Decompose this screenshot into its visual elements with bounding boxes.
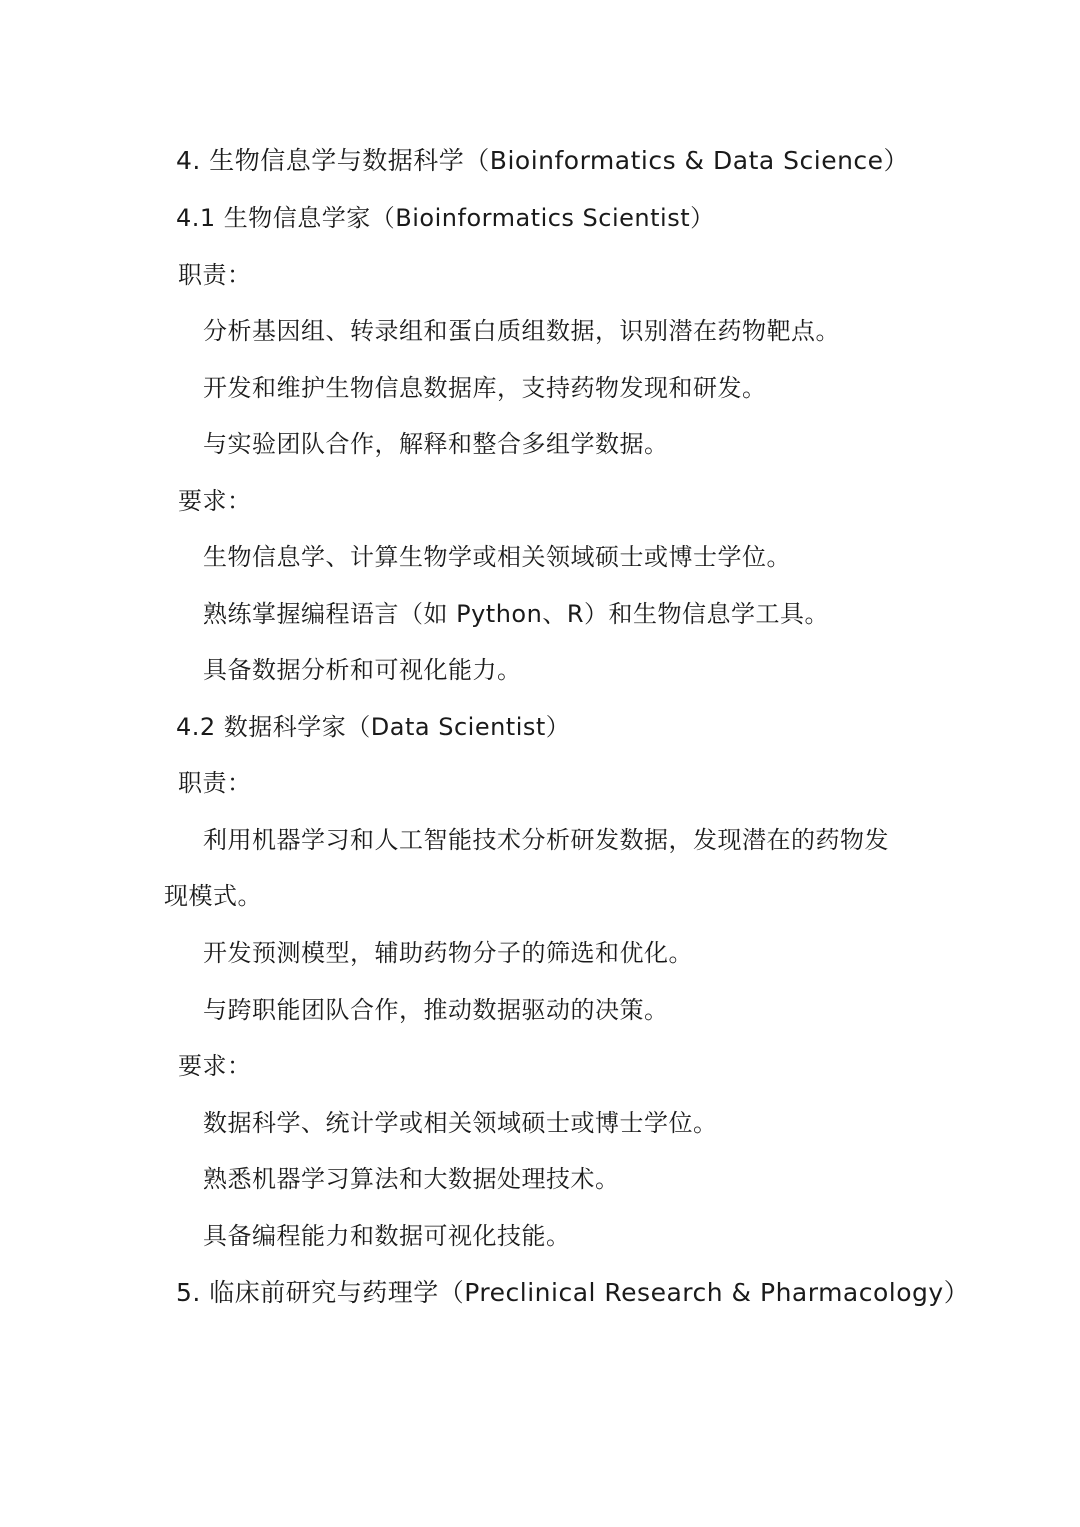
- duties-label: 职责：: [178, 769, 252, 797]
- duty-item: 分析基因组、转录组和蛋白质组数据，识别潜在药物靶点。: [203, 317, 840, 345]
- subsection-4-1-heading: 4.1 生物信息学家（Bioinformatics Scientist）: [176, 204, 715, 232]
- duty-item: 开发预测模型，辅助药物分子的筛选和优化。: [203, 939, 693, 967]
- requirement-item: 数据科学、统计学或相关领域硕士或博士学位。: [203, 1109, 718, 1137]
- section-5-heading: 5. 临床前研究与药理学（Preclinical Research & Pharmacology）: [176, 1278, 970, 1307]
- requirement-item: 熟练掌握编程语言（如 Python、R）和生物信息学工具。: [203, 600, 829, 628]
- duties-label: 职责：: [178, 261, 252, 289]
- duty-item: 与实验团队合作，解释和整合多组学数据。: [203, 430, 669, 458]
- duty-item: 与跨职能团队合作，推动数据驱动的决策。: [203, 996, 669, 1024]
- duty-item-line2: 现模式。: [164, 882, 262, 910]
- requirement-item: 具备数据分析和可视化能力。: [203, 656, 522, 684]
- requirements-label: 要求：: [178, 487, 252, 515]
- subsection-4-2-heading: 4.2 数据科学家（Data Scientist）: [176, 713, 571, 741]
- requirement-item: 熟悉机器学习算法和大数据处理技术。: [203, 1165, 620, 1193]
- requirements-label: 要求：: [178, 1052, 252, 1080]
- section-4-heading: 4. 生物信息学与数据科学（Bioinformatics & Data Science）: [176, 146, 910, 175]
- duty-item: 开发和维护生物信息数据库，支持药物发现和研发。: [203, 374, 767, 402]
- requirement-item: 生物信息学、计算生物学或相关领域硕士或博士学位。: [203, 543, 791, 571]
- requirement-item: 具备编程能力和数据可视化技能。: [203, 1222, 571, 1250]
- duty-item-line1: 利用机器学习和人工智能技术分析研发数据，发现潜在的药物发: [203, 826, 889, 854]
